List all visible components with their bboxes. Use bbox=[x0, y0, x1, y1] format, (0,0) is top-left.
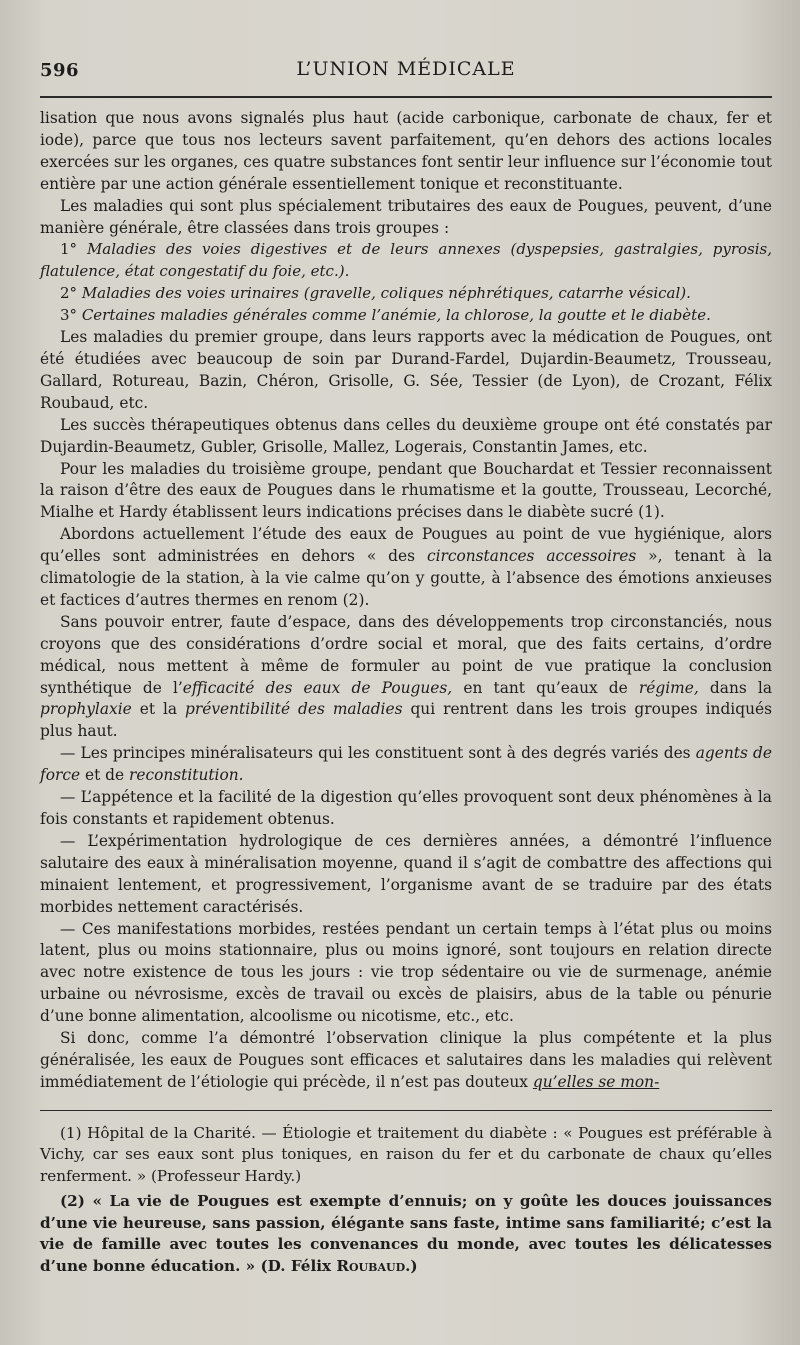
paragraph-text: en tant qu’eaux de bbox=[452, 678, 639, 697]
paragraph-text: Abordons actuellement l’étude des eaux de Pougues au point de vue hygiénique, alors qu’elles sont administrées en dehors « des bbox=[40, 525, 772, 566]
paragraph-conclusion bbox=[40, 612, 772, 743]
list-number: 2° bbox=[60, 284, 82, 303]
page-number: 596 bbox=[40, 60, 80, 81]
paragraph-italic: préventibilité des maladies bbox=[185, 700, 403, 719]
paragraph-text: qui rentrent dans les trois groupes indiqués plus haut. bbox=[40, 700, 772, 741]
paragraph-groups-intro bbox=[40, 196, 772, 240]
list-item-group-2 bbox=[40, 283, 772, 305]
paragraph-text: et de bbox=[80, 766, 129, 785]
paragraph-text: Les succès thérapeutiques obtenus dans celles du deuxième groupe ont été constatés par Dujardin-Beaumetz, Gubler, Grisolle, Mallez, Logerais, Constantin James, etc. bbox=[40, 415, 772, 456]
paragraph-text: Les maladies qui sont plus spécialement tributaires des eaux de Pougues, peuvent, d’une manière générale, être classées dans trois groupes : bbox=[40, 196, 772, 237]
paragraph-hygiene bbox=[40, 524, 772, 612]
paragraph-first-group bbox=[40, 327, 772, 415]
list-text: Certaines maladies générales comme l’anémie, la chlorose, la goutte et le diabète. bbox=[81, 306, 711, 325]
paragraph-italic: qu’elles se mon- bbox=[532, 1072, 660, 1091]
paragraph-appetite bbox=[40, 787, 772, 831]
paragraph-italic: prophylaxie bbox=[40, 700, 132, 719]
paragraph-text: », tenant à la climatologie de la station, à la vie calme qu’on y goutte, à l’absence des émotions anxieuses et factices d’autres thermes en renom (2). bbox=[40, 547, 772, 609]
paragraph-second-group bbox=[40, 415, 772, 459]
list-text: Maladies des voies digestives et de leurs annexes (dyspepsies, gastralgies, pyrosis, flatulence, état congestatif du foie, etc.). bbox=[40, 240, 773, 281]
footnote-1 bbox=[40, 1123, 772, 1188]
paragraph-italic: circonstances accessoires bbox=[426, 547, 637, 566]
footnote-2 bbox=[40, 1191, 772, 1277]
paragraph-final bbox=[40, 1028, 772, 1094]
paragraph-text: — L’appétence et la facilité de la digestion qu’elles provoquent sont deux phénomènes à la fois constants et rapidement obtenus. bbox=[40, 788, 772, 828]
header-rule bbox=[40, 96, 772, 98]
paragraph-continuation bbox=[40, 108, 772, 196]
paragraph-text: Pour les maladies du troisième groupe, pendant que Bouchardat et Tessier reconnaissent la raison d’être des eaux de Pougues dans le rhumatisme et la goutte, Trousseau, Lecorché, Mialhe et Hardy établissent leurs indications précises dans le diabète sucré (1). bbox=[40, 459, 772, 522]
paragraph-text: dans la bbox=[698, 678, 772, 697]
paragraph-manifestations bbox=[40, 919, 772, 1029]
paragraph-text: — L’expérimentation hydrologique de ces dernières années, a démontré l’influence salutaire des eaux à minéralisation moyenne, quand il s’agit de combattre des affections qui minaient lentement, et progressivement, l’organisme avant de se traduire par des états morbides nettement caractérisés. bbox=[40, 831, 772, 916]
paragraph-text: Les maladies du premier groupe, dans leurs rapports avec la médication de Pougues, ont été étudiées avec beaucoup de soin par Durand-Fardel, Dujardin-Beaumetz, Trousseau, Gallard, Rotureau, Bazin, Chéron, Grisolle, G. Sée, Tessier (de Lyon), de Crozant, Félix Roubaud, etc. bbox=[40, 328, 772, 412]
paragraph-text: — Les principes minéralisateurs qui les constituent sont à des degrés variés des bbox=[60, 744, 696, 763]
body-text bbox=[40, 108, 772, 1094]
footnote-text: (1) Hôpital de la Charité. — Étiologie et traitement du diabète : « Pougues est préférable à Vichy, car ses eaux sont plus toniques, en raison du fer et du carbonate de chaux qu’elles renferment. » (Professeur Hardy.) bbox=[40, 1123, 772, 1185]
paragraph-text: Sans pouvoir entrer, faute d’espace, dans des développements trop circonstanciés, nous croyons que des considérations d’ordre social et moral, que des faits certains, d’ordre médical, nous mettent à même de formuler au point de vue pratique la conclusion synthétique de l’ bbox=[40, 612, 772, 697]
paragraph-principles bbox=[40, 743, 772, 787]
page-header bbox=[40, 58, 772, 88]
paragraph-italic: reconstitution. bbox=[129, 766, 244, 785]
paragraph-text: — Ces manifestations morbides, restées pendant un certain temps à l’état plus ou moins latent, plus ou moins stationnaire, plus ou moins ignoré, sont toujours en relation directe avec notre existence de tous les jours : vie trop sédentaire ou vie de surmenage, anémie urbaine ou névrosisme, excès de travail ou excès de plaisirs, abus de la table ou pénurie d’une bonne alimentation, alcoolisme ou nicotisme, etc., etc. bbox=[40, 919, 772, 1026]
footnote-text: (2) « La vie de Pougues est exempte d’ennuis; on y goûte les douces jouissances d’une vie heureuse, sans passion, élégante sans faste, intime sans familiarité; c’est la vie de famille avec toutes les convenances du monde, avec toutes les délicatesses d’une bonne éducation. » (D. Félix bbox=[40, 1192, 772, 1275]
paragraph-text: Si donc, comme l’a démontré l’observation clinique la plus compétente et la plus généralisée, les eaux de Pougues sont efficaces et salutaires dans les maladies qui relèvent immédiatement de l’étiologie qui précède, il n’est pas douteux bbox=[40, 1029, 772, 1091]
footnote-text: .) bbox=[405, 1256, 418, 1275]
list-number: 3° bbox=[60, 306, 82, 325]
footnote-rule bbox=[40, 1110, 772, 1111]
list-number: 1° bbox=[60, 240, 87, 259]
paragraph-third-group bbox=[40, 459, 772, 525]
paragraph-italic: régime, bbox=[638, 678, 699, 697]
list-item-group-3 bbox=[40, 305, 772, 327]
paragraph-italic: efficacité des eaux de Pougues, bbox=[182, 678, 453, 697]
paragraph-italic: agents de force bbox=[40, 744, 772, 785]
footnotes bbox=[40, 1123, 772, 1278]
list-text: Maladies des voies urinaires (gravelle, coliques néphrétiques, catarrhe vésical). bbox=[81, 284, 691, 303]
list-item-group-1 bbox=[40, 239, 772, 283]
footnote-author: Roubaud bbox=[336, 1256, 406, 1275]
paragraph-text: et la bbox=[131, 700, 186, 719]
paragraph-experimentation bbox=[40, 831, 772, 919]
running-title: L’UNION MÉDICALE bbox=[296, 58, 516, 80]
paragraph-text: lisation que nous avons signalés plus haut (acide carbonique, carbonate de chaux, fer et iode), parce que tous nos lecteurs savent parfaitement, qu’en dehors des actions locales exercées sur les organes, ces quatre substances font sentir leur influence sur l’économie tout entière par une action générale essentiellement tonique et reconstituante. bbox=[40, 109, 772, 193]
